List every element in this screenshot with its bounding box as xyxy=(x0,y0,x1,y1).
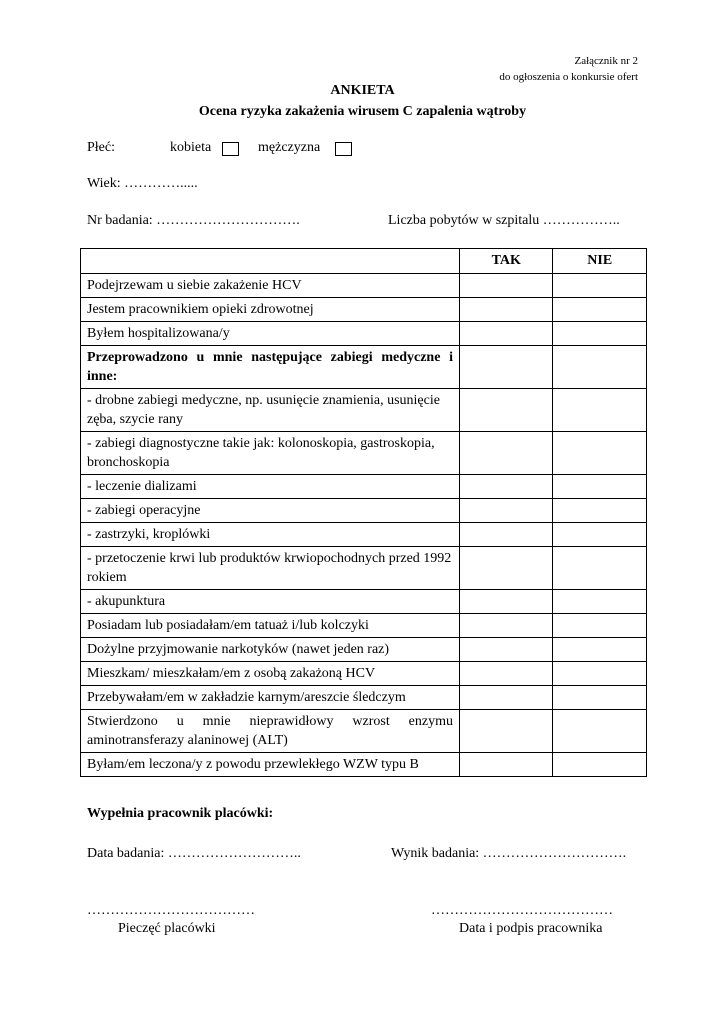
question-text: Przebywałam/em w zakładzie karnym/areszcie śledczym xyxy=(81,686,460,710)
table-row xyxy=(81,298,647,322)
answer-yes-cell[interactable] xyxy=(460,523,553,547)
table-row xyxy=(81,432,647,475)
answer-no-cell[interactable] xyxy=(553,547,647,590)
document-subtitle: Ocena ryzyka zakażenia wirusem C zapalenia wątroby xyxy=(198,104,527,119)
stamp-line[interactable]: ……………………………… xyxy=(87,903,255,918)
answer-no-cell[interactable] xyxy=(553,686,647,710)
table-row xyxy=(81,499,647,523)
table-row xyxy=(81,638,647,662)
answer-no-cell[interactable] xyxy=(553,753,647,777)
answer-no-cell[interactable] xyxy=(553,322,647,346)
question-text: Posiadam lub posiadałam/em tatuaż i/lub kolczyki xyxy=(81,614,460,638)
question-text: Mieszkam/ mieszkałam/em z osobą zakażoną HCV xyxy=(81,662,460,686)
answer-yes-cell[interactable] xyxy=(460,753,553,777)
document-title: ANKIETA xyxy=(330,83,395,98)
table-row xyxy=(81,590,647,614)
annex-line-2: do ogłoszenia o konkursie ofert xyxy=(499,71,638,83)
answer-no-cell[interactable] xyxy=(553,614,647,638)
answer-yes-cell[interactable] xyxy=(460,710,553,753)
answer-no-cell[interactable] xyxy=(553,298,647,322)
question-text: Byłam/em leczona/y z powodu przewlekłego WZW typu B xyxy=(81,753,460,777)
col-question-header xyxy=(81,249,460,274)
female-checkbox[interactable] xyxy=(222,142,239,156)
answer-no-cell[interactable] xyxy=(553,523,647,547)
answer-no-cell[interactable] xyxy=(553,346,647,389)
male-label: mężczyzna xyxy=(258,140,321,155)
answer-yes-cell[interactable] xyxy=(460,322,553,346)
question-text: Stwierdzono u mnie nieprawidłowy wzrost enzymu aminotransferazy alaninowej (ALT) xyxy=(81,710,460,753)
answer-yes-cell[interactable] xyxy=(460,298,553,322)
question-text: Podejrzewam u siebie zakażenie HCV xyxy=(81,274,460,298)
exam-date-field[interactable]: Data badania: ……………………….. xyxy=(87,846,301,861)
col-no-header: NIE xyxy=(553,249,647,274)
answer-no-cell[interactable] xyxy=(553,662,647,686)
answer-yes-cell[interactable] xyxy=(460,547,553,590)
question-text: - zastrzyki, kroplówki xyxy=(81,523,460,547)
answer-no-cell[interactable] xyxy=(553,389,647,432)
answer-no-cell[interactable] xyxy=(553,638,647,662)
table-row xyxy=(81,322,647,346)
table-row xyxy=(81,753,647,777)
annex-note xyxy=(499,53,638,85)
answer-no-cell[interactable] xyxy=(553,432,647,475)
answer-yes-cell[interactable] xyxy=(460,614,553,638)
answer-no-cell[interactable] xyxy=(553,710,647,753)
table-row xyxy=(81,686,647,710)
answer-yes-cell[interactable] xyxy=(460,389,553,432)
table-row xyxy=(81,523,647,547)
question-text: - drobne zabiegi medyczne, np. usunięcie znamienia, usunięcie zęba, szycie rany xyxy=(81,389,460,432)
answer-yes-cell[interactable] xyxy=(460,686,553,710)
question-text: Dożylne przyjmowanie narkotyków (nawet jeden raz) xyxy=(81,638,460,662)
answer-no-cell[interactable] xyxy=(553,590,647,614)
question-section-heading: Przeprowadzono u mnie następujące zabiegi medyczne i inne: xyxy=(81,346,460,389)
stamp-label: Pieczęć placówki xyxy=(118,921,216,936)
answer-yes-cell[interactable] xyxy=(460,274,553,298)
answer-yes-cell[interactable] xyxy=(460,638,553,662)
answer-no-cell[interactable] xyxy=(553,475,647,499)
exam-result-field[interactable]: Wynik badania: …………………………. xyxy=(391,846,627,861)
question-text: - leczenie dializami xyxy=(81,475,460,499)
exam-number-field[interactable]: Nr badania: …………………………. xyxy=(87,213,300,228)
table-row xyxy=(81,389,647,432)
survey-table xyxy=(80,248,647,777)
answer-no-cell[interactable] xyxy=(553,499,647,523)
signature-line[interactable]: ………………………………… xyxy=(431,903,613,918)
question-text: - przetoczenie krwi lub produktów krwiopochodnych przed 1992 rokiem xyxy=(81,547,460,590)
answer-yes-cell[interactable] xyxy=(460,475,553,499)
age-field[interactable]: Wiek: …………..... xyxy=(87,176,198,191)
annex-line-1: Załącznik nr 2 xyxy=(574,55,638,67)
question-text: - akupunktura xyxy=(81,590,460,614)
answer-yes-cell[interactable] xyxy=(460,590,553,614)
table-row xyxy=(81,475,647,499)
table-row xyxy=(81,547,647,590)
signature-label: Data i podpis pracownika xyxy=(459,921,603,936)
col-yes-header: TAK xyxy=(460,249,553,274)
sex-label: Płeć: xyxy=(87,140,115,155)
female-label: kobieta xyxy=(170,140,212,155)
question-text: - zabiegi diagnostyczne takie jak: kolonoskopia, gastroskopia, bronchoskopia xyxy=(81,432,460,475)
hospital-stays-field[interactable]: Liczba pobytów w szpitalu …………….. xyxy=(388,213,620,228)
answer-yes-cell[interactable] xyxy=(460,499,553,523)
table-header-row xyxy=(81,249,647,274)
question-text: - zabiegi operacyjne xyxy=(81,499,460,523)
question-text: Byłem hospitalizowana/y xyxy=(81,322,460,346)
table-row xyxy=(81,662,647,686)
answer-yes-cell[interactable] xyxy=(460,662,553,686)
answer-yes-cell[interactable] xyxy=(460,346,553,389)
table-row xyxy=(81,710,647,753)
male-checkbox[interactable] xyxy=(335,142,352,156)
table-row xyxy=(81,614,647,638)
answer-no-cell[interactable] xyxy=(553,274,647,298)
table-row xyxy=(81,346,647,389)
table-row xyxy=(81,274,647,298)
answer-yes-cell[interactable] xyxy=(460,432,553,475)
staff-section-title: Wypełnia pracownik placówki: xyxy=(87,806,274,821)
question-text: Jestem pracownikiem opieki zdrowotnej xyxy=(81,298,460,322)
